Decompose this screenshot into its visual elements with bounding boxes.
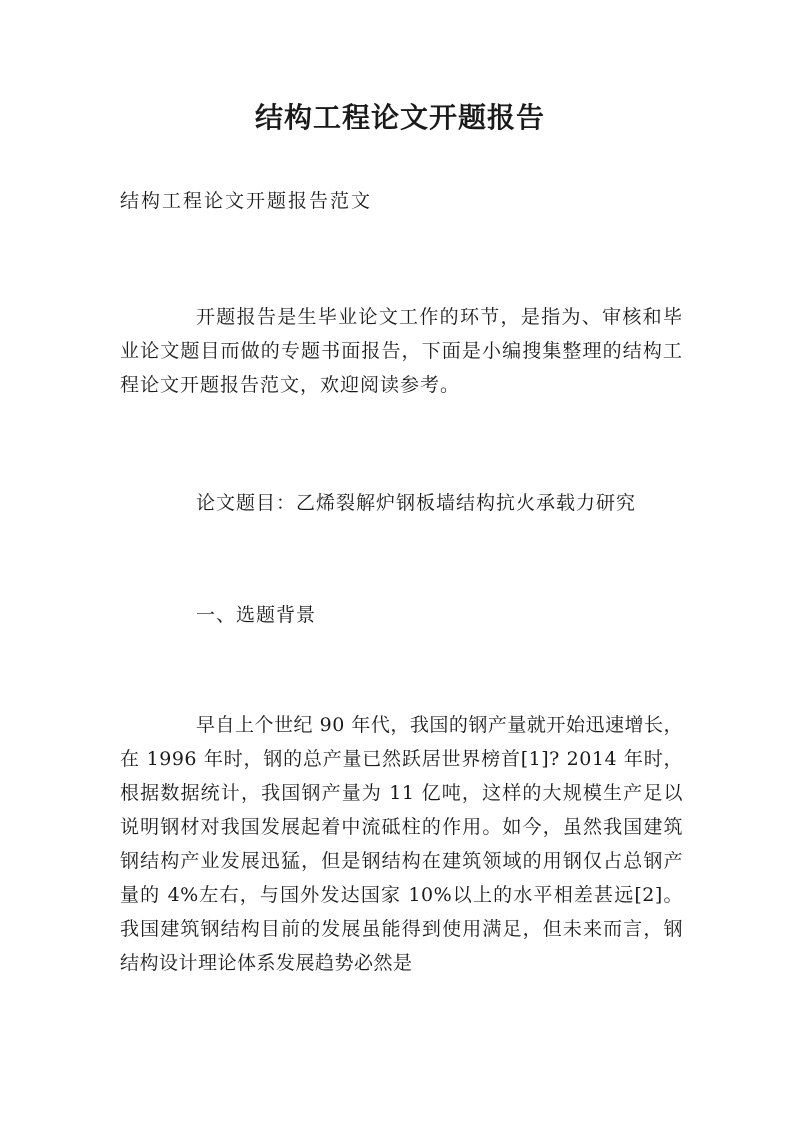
document-subtitle: 结构工程论文开题报告范文	[120, 190, 373, 212]
body-paragraph: 早自上个世纪 90 年代，我国的钢产量就开始迅速增长，在 1996 年时，钢的总产量已然跃居世界榜首[1]? 2014 年时，根据数据统计，我国钢产量为 11 亿吨，这样的大规模生产足以说明钢材对我国发展起着中流砥柱的作用。如今，虽然我国建筑钢结构产业发展迅猛，但是钢结构在建筑领域的用钢仅占总钢产量的 4%左右，与国外发达国家 10%以上的水平相差甚远[2]。我国建筑钢结构目前的发展虽能得到使用满足，但未来而言，钢结构设计理论体系发展趋势必然是	[120, 714, 683, 974]
intro-paragraph: 开题报告是生毕业论文工作的环节，是指为、审核和毕业论文题目而做的专题书面报告，下面是小编搜集整理的结构工程论文开题报告范文，欢迎阅读参考。	[120, 306, 683, 396]
thesis-topic: 论文题目：乙烯裂解炉钢板墙结构抗火承载力研究	[196, 492, 637, 514]
document-title: 结构工程论文开题报告	[254, 101, 545, 134]
section-heading: 一、选题背景	[196, 604, 317, 626]
